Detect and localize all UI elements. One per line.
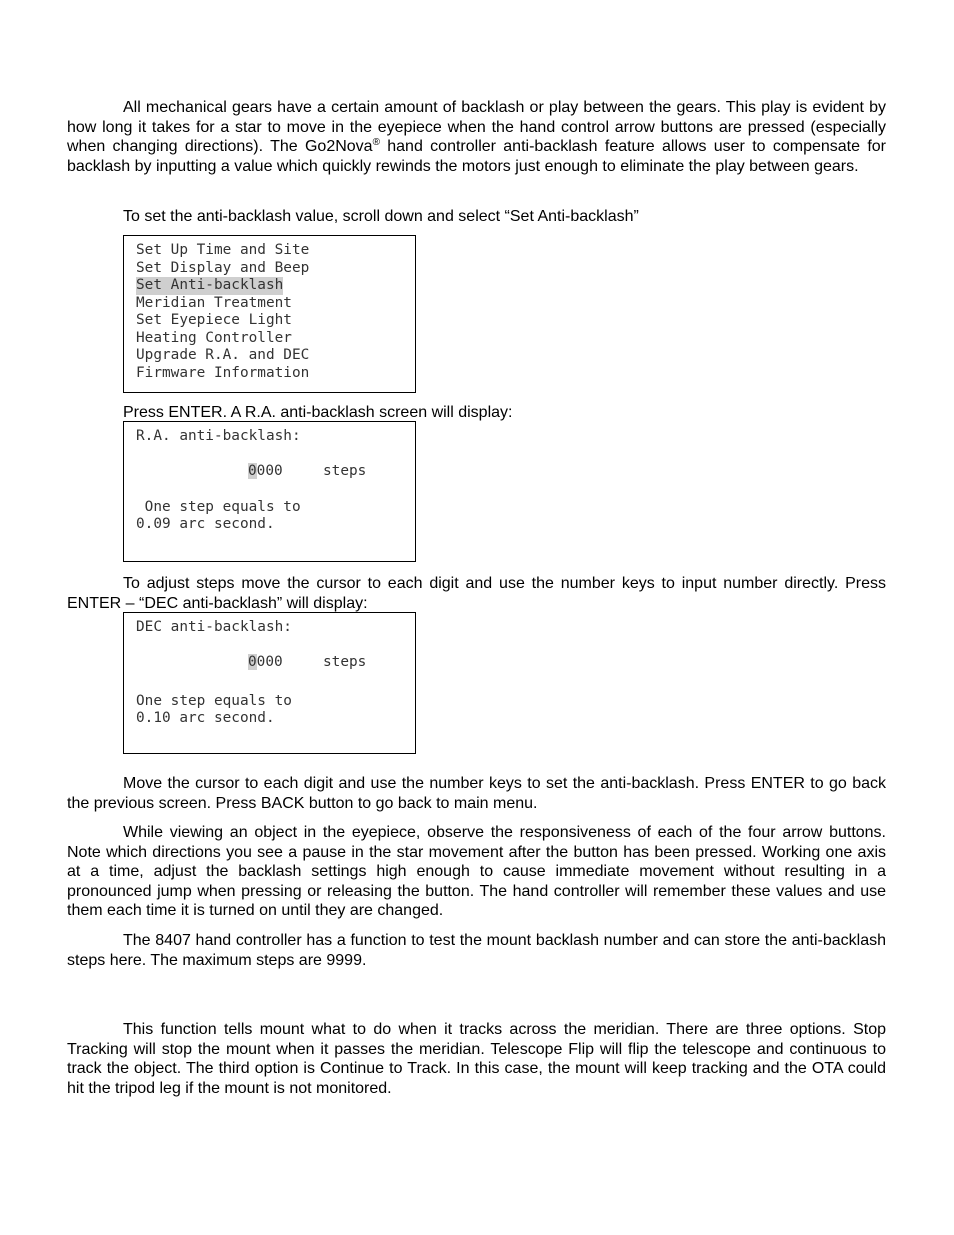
menu-item[interactable]: Meridian Treatment <box>136 294 292 311</box>
menu-item[interactable]: Set Eyepiece Light <box>136 312 292 328</box>
intro-text-cont: hand controller anti-backlash feature allows user to compensate for backlash by inputting a value which quickly rewinds the motors just enough to eliminate the play between gears. <box>67 138 886 175</box>
ra-note-line2: 0.09 arc second. <box>136 516 275 532</box>
ra-note-line1: One step equals to <box>136 499 301 515</box>
ra-rest-digits[interactable]: 000 <box>256 463 283 479</box>
viewing-paragraph: While viewing an object in the eyepiece, observe the responsiveness of each of the four arrow buttons. Note which directions you see a pause in the star movement after the button has been pressed. Working one axis at a time, adjust the backlash settings high enough to cause immediate movement without resulting in a pronounced jump when pressing or releasing the button. The hand controller will remember these values and use them each time it is turned on until they are changed. <box>67 824 886 920</box>
dec-screen-title: DEC anti-backlash: <box>136 619 292 635</box>
ra-backlash-screen <box>123 421 416 562</box>
menu-item[interactable]: Set Up Time and Site <box>136 242 310 258</box>
dec-cursor-digit[interactable]: 0 <box>248 654 257 670</box>
dec-steps-unit: steps <box>323 654 367 670</box>
press-enter-ra-paragraph: Press ENTER. A R.A. anti-backlash screen will display: <box>123 404 513 421</box>
ra-steps-value[interactable] <box>248 463 283 481</box>
dec-note-line1: One step equals to <box>136 693 292 709</box>
test-8407-paragraph: The 8407 hand controller has a function to test the mount backlash number and can store the anti-backlash steps here. The maximum steps are 9999. <box>67 932 886 969</box>
intro-text: All mechanical gears have a certain amount of backlash or play between the gears. This play is evident by how long it takes for a star to move in the eyepiece when the hand control arrow buttons are pressed (especially when changing directions). The Go2Nova <box>67 99 886 156</box>
ra-steps-unit: steps <box>323 463 367 479</box>
menu-item[interactable]: Upgrade R.A. and DEC <box>136 347 310 363</box>
meridian-paragraph: This function tells mount what to do when it tracks across the meridian. There are three options. Stop Tracking will stop the mount when it passes the meridian. Telescope Flip will flip the telescope and continuous to track the object. The third option is Continue to Track. In this case, the mount will keep tracking and the OTA could hit the tripod leg if the mount is not monitored. <box>67 1021 886 1097</box>
set-value-paragraph: To set the anti-backlash value, scroll down and select “Set Anti-backlash” <box>123 208 639 225</box>
menu-item-selected[interactable]: Set Anti-backlash <box>136 277 284 293</box>
ra-screen-title: R.A. anti-backlash: <box>136 428 301 444</box>
ra-cursor-digit[interactable]: 0 <box>248 463 257 479</box>
menu-item[interactable]: Set Display and Beep <box>136 259 310 276</box>
intro-paragraph <box>67 98 886 176</box>
dec-backlash-screen <box>123 612 416 754</box>
registered-mark: ® <box>372 137 380 149</box>
move-cursor-paragraph: Move the cursor to each digit and use the number keys to set the anti-backlash. Press ENTER to go back the previous screen. Press BACK button to go back to main menu. <box>67 775 886 812</box>
dec-rest-digits[interactable]: 000 <box>256 654 283 670</box>
dec-steps-value[interactable] <box>248 654 283 672</box>
menu-screen <box>123 235 416 393</box>
adjust-steps-paragraph: To adjust steps move the cursor to each digit and use the number keys to input number directly. Press ENTER – “DEC anti-backlash” will display: <box>67 575 886 612</box>
menu-item[interactable]: Firmware Information <box>136 364 310 381</box>
menu-item[interactable]: Heating Controller <box>136 329 292 346</box>
dec-note-line2: 0.10 arc second. <box>136 710 275 726</box>
